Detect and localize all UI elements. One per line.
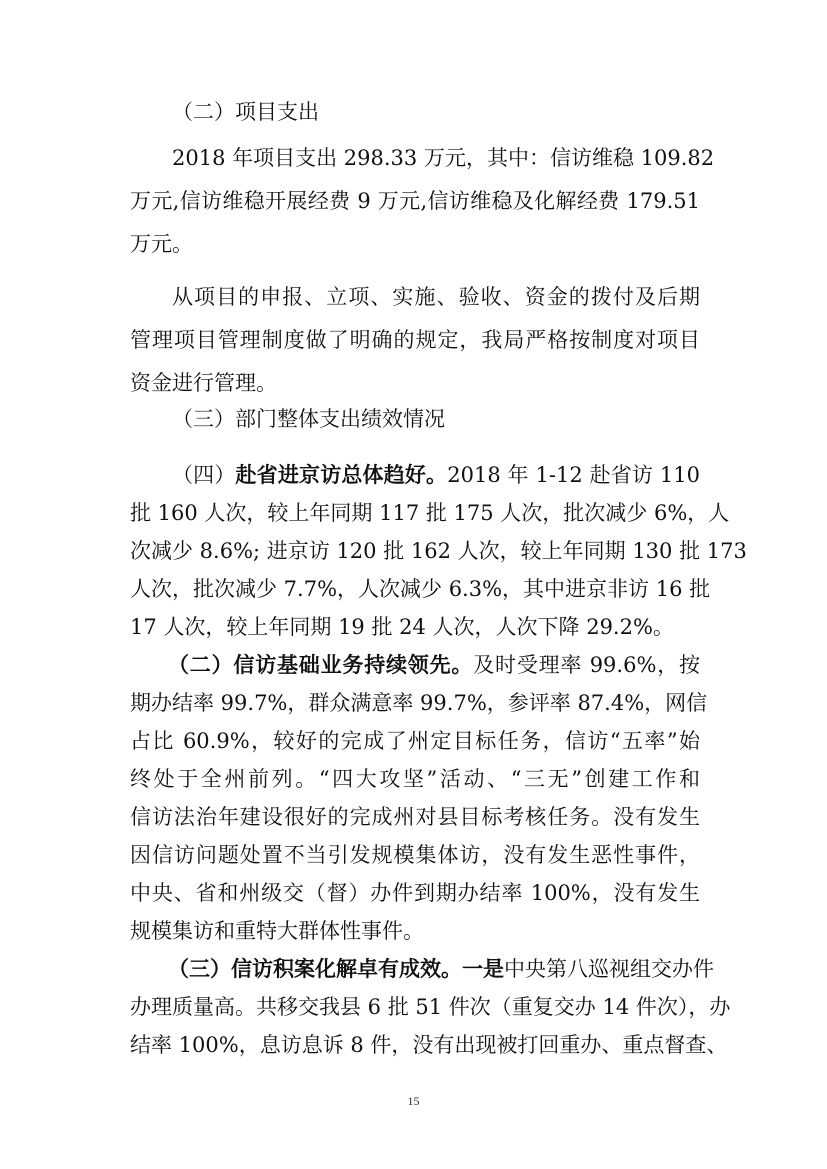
paragraph-text: 2018 年 1-12 赴省访 110 bbox=[447, 463, 701, 487]
bold-lead: 赴省进京访总体趋好。 bbox=[235, 462, 448, 487]
paragraph-line: 从项目的申报、立项、实施、验收、资金的拨付及后期 bbox=[172, 285, 700, 309]
paragraph-line: 万元,信访维稳开展经费 9 万元,信访维稳及化解经费 179.51 bbox=[130, 189, 700, 213]
paragraph-line: 期办结率 99.7%，群众满意率 99.7%，参评率 87.4%，网信 bbox=[130, 691, 708, 715]
paragraph-text: 及时受理率 99.6%，按 bbox=[473, 653, 701, 677]
paragraph-line: 次减少 8.6%; 进京访 120 批 162 人次，较上年同期 130 批 173 bbox=[130, 539, 747, 563]
paragraph-line: 规模集访和重特大群体性事件。 bbox=[130, 919, 424, 943]
section-heading-performance: （三）部门整体支出绩效情况 bbox=[172, 407, 445, 431]
paragraph-line: 办理质量高。共移交我县 6 批 51 件次（重复交办 14 件次），办 bbox=[130, 995, 731, 1019]
paragraph-line: 占比 60.9%，较好的完成了州定目标任务，信访“五率”始 bbox=[130, 729, 700, 753]
page-number: 15 bbox=[407, 1094, 420, 1108]
paragraph-line: 人次，批次减少 7.7%，人次减少 6.3%，其中进京非访 16 批 bbox=[130, 577, 711, 601]
paragraph-line: 信访法治年建设很好的完成州对县目标考核任务。没有发生 bbox=[130, 805, 700, 829]
paragraph-line bbox=[168, 650, 700, 680]
bold-lead: （三）信访积案化解卓有成效。 bbox=[168, 956, 462, 981]
paragraph-text: 中央第八巡视组交办件 bbox=[504, 957, 714, 981]
paragraph-line: 万元。 bbox=[130, 232, 193, 256]
paragraph-line: 批 160 人次，较上年同期 117 批 175 人次，批次减少 6%，人 bbox=[130, 501, 730, 525]
paragraph-line: 管理项目管理制度做了明确的规定，我局严格按制度对项目 bbox=[130, 328, 700, 352]
paragraph-line: 中央、省和州级交（督）办件到期办结率 100%，没有发生 bbox=[130, 881, 700, 905]
paragraph-line: 17 人次，较上年同期 19 批 24 人次，人次下降 29.2%。 bbox=[130, 615, 674, 639]
item-prefix: （四） bbox=[172, 463, 236, 487]
paragraph-line bbox=[172, 460, 700, 490]
paragraph-line: 资金进行管理。 bbox=[130, 371, 277, 395]
paragraph-line: 因信访问题处置不当引发规模集体访，没有发生恶性事件， bbox=[130, 843, 700, 867]
paragraph-line: 2018 年项目支出 298.33 万元，其中：信访维稳 109.82 bbox=[172, 146, 715, 170]
section-heading-project-expenditure: （二）项目支出 bbox=[172, 100, 319, 124]
paragraph-line bbox=[168, 954, 714, 984]
bold-lead: 一是 bbox=[462, 956, 504, 981]
paragraph-line: 终处于全州前列。“四大攻坚”活动、“三无”创建工作和 bbox=[130, 767, 700, 791]
paragraph-line: 结率 100%，息访息诉 8 件，没有出现被打回重办、重点督查、 bbox=[130, 1033, 728, 1057]
bold-lead: （二）信访基础业务持续领先。 bbox=[168, 652, 474, 677]
